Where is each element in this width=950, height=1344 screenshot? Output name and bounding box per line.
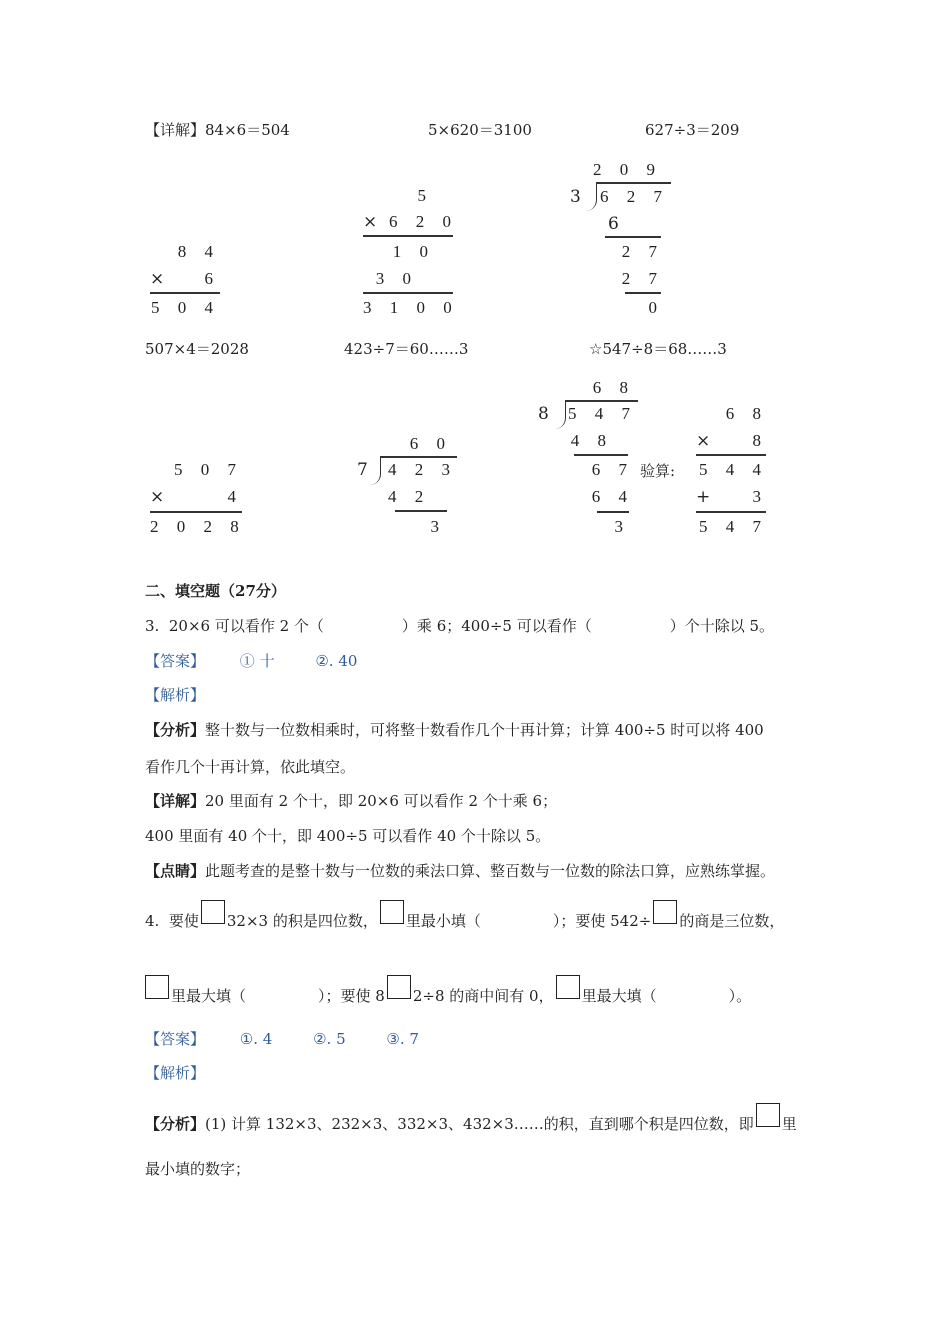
q4-box-2	[380, 900, 404, 924]
q3-fenxi-text-1: 整十数与一位数相乘时，可将整十数看作几个十再计算；计算 400÷5 时可以将 400	[205, 721, 764, 739]
q4-box-6	[556, 975, 580, 999]
d3-line2	[597, 511, 629, 513]
d3-remainder: 3	[614, 517, 630, 536]
q3-dianjing-text: 此题考查的是整十数与一位数的乘法口算、整百数与一位数的除法口算，应熟练掌握。	[205, 862, 776, 880]
m2-p1: 1 0	[392, 242, 435, 261]
q4-answer-1: ①. 4	[239, 1030, 273, 1048]
q3-text-3: ）个十除以 5。	[669, 617, 775, 635]
q4-text-2e: ）。	[728, 987, 752, 1005]
m1-op: ×	[150, 269, 165, 289]
m3-line	[150, 511, 242, 513]
q3-dianjing	[145, 860, 775, 881]
m2-result: 3 1 0 0	[363, 298, 459, 317]
d2-remainder: 3	[430, 517, 446, 536]
d1-bracket	[586, 183, 597, 211]
q3-answer-1: ① 十	[239, 652, 275, 670]
d2-top-line	[380, 456, 457, 458]
q3-fenxi-1	[145, 719, 764, 740]
q4-fenxi-label: 【分析】	[145, 1115, 206, 1133]
q4-fenxi-text-1a: (1) 计算 132×3、232×3、332×3、432×3……的积，直到哪个积是四位数，即	[205, 1115, 754, 1133]
q3-dianjing-label: 【点睛】	[145, 862, 206, 880]
d2-dividend: 4 2 3	[388, 460, 457, 479]
q4-text-1a: 要使	[168, 912, 199, 930]
q4-number: 4.	[145, 912, 160, 930]
q4-text-2c: 2÷8 的商中间有 0，	[412, 987, 554, 1005]
q4-text-2a: 里最大填（	[171, 987, 247, 1005]
check-line2	[696, 511, 766, 513]
d3-step2: 6 7	[591, 460, 634, 479]
q4-text-1b: 32×3 的积是四位数，	[226, 912, 378, 930]
q4-text-1d: ）；要使 542÷	[552, 912, 652, 930]
d2-divisor: 7	[357, 460, 368, 480]
eq-507x4: 507×4＝2028	[145, 340, 249, 358]
m2-line2	[363, 292, 453, 294]
q4-fenxi-1	[145, 1103, 797, 1134]
eq-5x620: 5×620＝3100	[428, 121, 532, 139]
q4-answer-label: 【答案】	[145, 1030, 206, 1048]
q4-box-3	[653, 900, 677, 924]
q4-box-4	[145, 975, 169, 999]
d1-dividend: 6 2 7	[600, 187, 669, 206]
d1-divisor: 3	[570, 187, 581, 207]
q4-text-2b: ）；要使 8	[318, 987, 385, 1005]
d3-step1: 4 8	[570, 431, 613, 450]
q4-answer-2: ②. 5	[313, 1030, 346, 1048]
check-a: 6 8	[725, 404, 768, 423]
q4-text-2d: 里最大填（	[581, 987, 657, 1005]
d1-line2	[625, 292, 661, 294]
q4-fenxi-text-1b: 里	[781, 1115, 797, 1133]
d3-step3: 6 4	[591, 487, 634, 506]
q4-box-1	[201, 900, 225, 924]
d2-line1	[395, 510, 447, 512]
d3-divisor: 8	[538, 404, 549, 424]
check-line1	[696, 454, 766, 456]
d2-bracket	[370, 457, 381, 485]
m1-line	[150, 292, 220, 294]
q4-text-1c: 里最小填（	[405, 912, 481, 930]
q3-text-1: 20×6 可以看作 2 个（	[168, 617, 324, 635]
check-op1: ×	[696, 431, 711, 451]
q3-answer	[145, 650, 357, 671]
d1-quotient: 2 0 9	[593, 160, 662, 179]
q4-line-2	[145, 975, 751, 1006]
d2-quotient: 6 0	[409, 434, 452, 453]
eq-423div7: 423÷7＝60……3	[344, 340, 469, 358]
d2-step1: 4 2	[388, 487, 431, 506]
check-label: 验算:	[640, 462, 676, 480]
q3-analysis-label: 【解析】	[145, 686, 206, 704]
m3-a: 5 0 7	[174, 460, 243, 479]
q3-xiangjie-label: 【详解】	[145, 792, 206, 810]
check-b: 8	[752, 431, 768, 450]
q3-fenxi-label: 【分析】	[145, 721, 206, 739]
m1-a: 8 4	[177, 242, 220, 261]
m3-b: 4	[227, 487, 243, 506]
m2-b: 6 2 0	[389, 212, 458, 231]
check-op2: +	[696, 487, 711, 507]
detail-header	[145, 119, 290, 140]
m2-a: 5	[417, 186, 433, 205]
m2-op: ×	[363, 212, 378, 232]
check-p: 5 4 4	[699, 460, 768, 479]
q3-fenxi-2: 看作几个十再计算，依此填空。	[145, 758, 356, 776]
m3-result: 2 0 2 8	[150, 517, 246, 536]
eq-547div8: ☆547÷8＝68……3	[589, 340, 727, 358]
q4-fenxi-2: 最小填的数字；	[145, 1160, 251, 1178]
d3-quotient: 6 8	[592, 378, 635, 397]
q3-xiangjie-1	[145, 790, 557, 811]
q4-text-1e: 的商是三位数，	[679, 912, 785, 930]
q4-answer-3: ③. 7	[386, 1030, 419, 1048]
q4-box-5	[387, 975, 411, 999]
m3-op: ×	[150, 487, 165, 507]
q3-number: 3.	[145, 617, 160, 635]
q3-xiangjie-text-1: 20 里面有 2 个十，即 20×6 可以看作 2 个十乘 6；	[205, 792, 558, 810]
check-result: 5 4 7	[699, 517, 768, 536]
q4-answer	[145, 1028, 419, 1049]
detail-tag: 【详解】	[145, 121, 206, 139]
check-c: 3	[752, 487, 768, 506]
d1-line1	[605, 236, 661, 238]
d3-dividend: 5 4 7	[568, 404, 637, 423]
d3-line1	[574, 454, 628, 456]
d1-step1: 6	[608, 214, 619, 234]
eq-84x6: 84×6＝504	[205, 121, 290, 139]
eq-627div3: 627÷3＝209	[645, 121, 740, 139]
section-title: 二、填空题（27分）	[145, 582, 286, 600]
m2-p2: 3 0	[375, 269, 418, 288]
q3-answer-label: 【答案】	[145, 652, 206, 670]
q4-line-1	[145, 900, 784, 931]
q3-question	[145, 615, 774, 636]
m1-b: 6	[204, 269, 220, 288]
d1-step3: 2 7	[621, 269, 664, 288]
d1-remainder: 0	[648, 298, 664, 317]
d3-bracket	[555, 401, 566, 429]
q4-box-7	[756, 1103, 780, 1127]
d1-step2: 2 7	[621, 242, 664, 261]
d3-top-line	[565, 400, 638, 402]
q3-text-2: ）乘 6；400÷5 可以看作（	[401, 617, 592, 635]
q3-answer-2: ②. 40	[315, 652, 358, 670]
m2-line1	[363, 235, 453, 237]
d1-top-line	[596, 182, 671, 184]
q4-analysis-label: 【解析】	[145, 1064, 206, 1082]
q3-xiangjie-2: 400 里面有 40 个十，即 400÷5 可以看作 40 个十除以 5。	[145, 827, 551, 845]
m1-result: 5 0 4	[151, 298, 220, 317]
